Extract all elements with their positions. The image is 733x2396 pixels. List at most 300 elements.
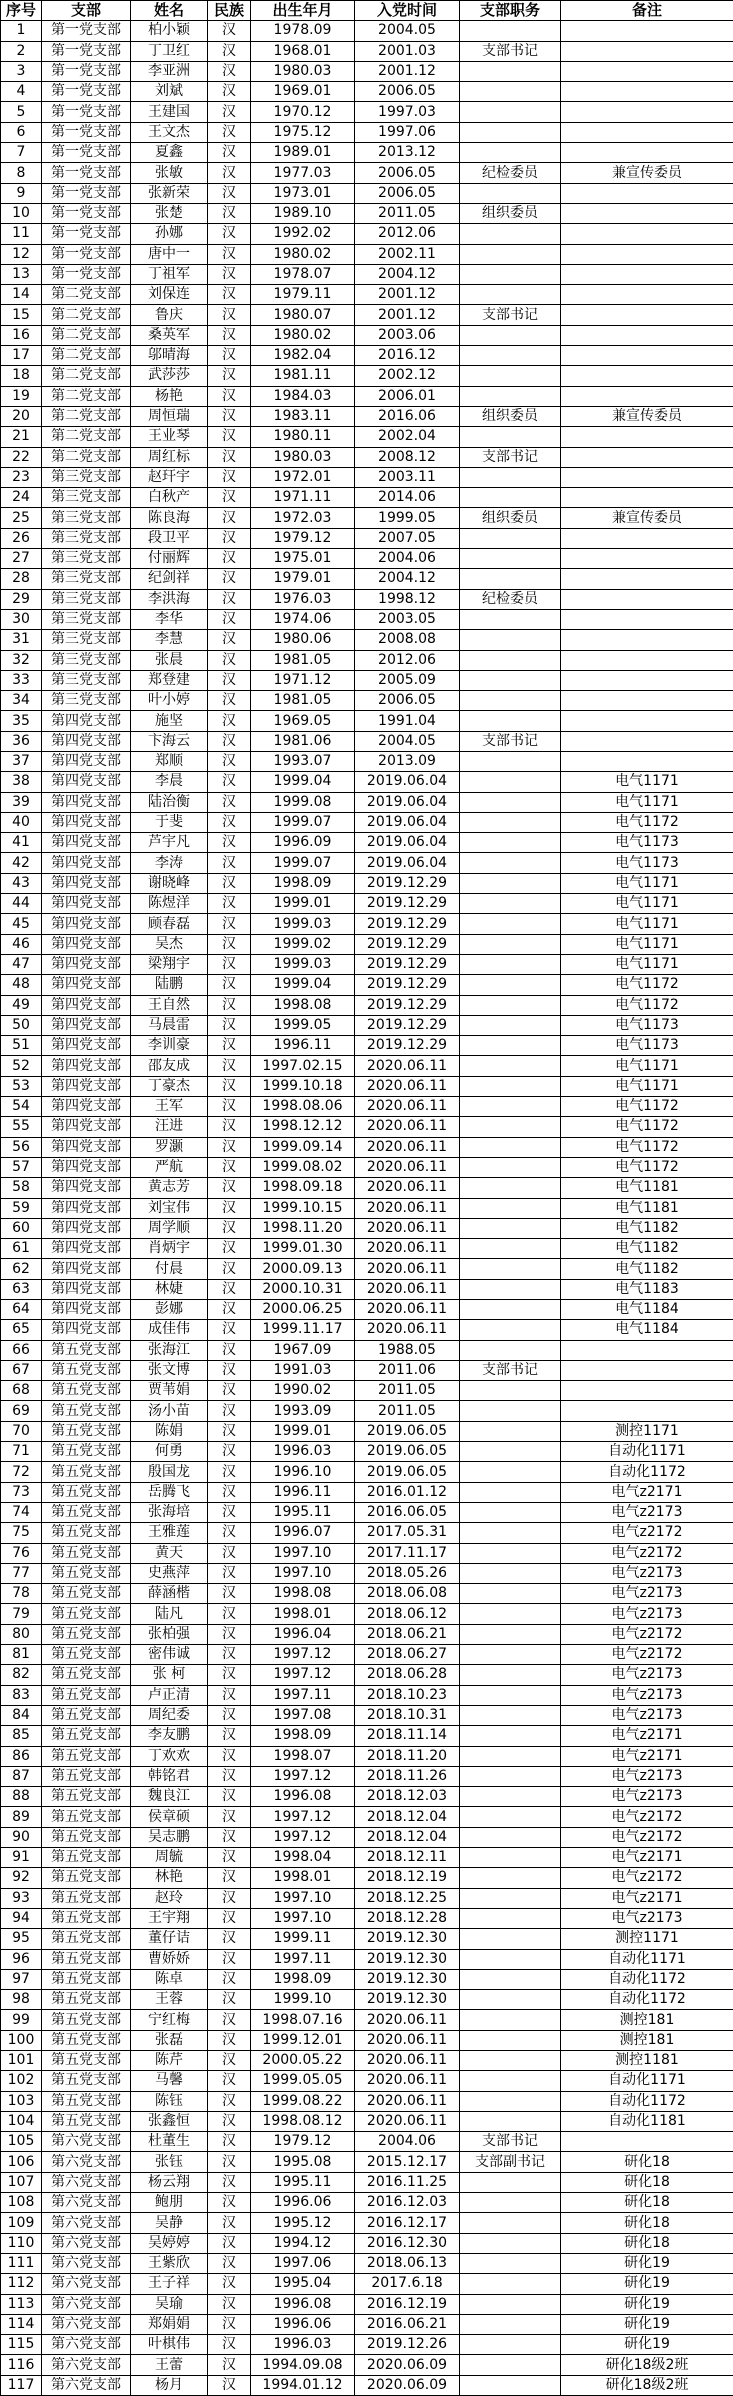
branch-cell: 第三党支部 [42, 609, 131, 629]
branch-cell: 第四党支部 [42, 995, 131, 1015]
index-cell: 58 [1, 1178, 42, 1198]
join-date-cell: 2008.12 [355, 447, 460, 467]
index-cell: 44 [1, 894, 42, 914]
table-row [1, 954, 733, 974]
role-cell [460, 873, 561, 893]
role-cell [460, 1015, 561, 1035]
role-cell [460, 1929, 561, 1949]
remarks-cell [561, 1381, 733, 1401]
join-date-cell: 2004.06 [355, 2132, 460, 2152]
birth-date-cell: 1996.11 [251, 1036, 355, 1056]
table-row [1, 447, 733, 467]
ethnicity-cell: 汉 [208, 833, 251, 853]
role-cell: 支部书记 [460, 731, 561, 751]
name-cell: 张文博 [131, 1360, 208, 1380]
join-date-cell: 2004.06 [355, 549, 460, 569]
ethnicity-cell: 汉 [208, 1543, 251, 1563]
ethnicity-cell: 汉 [208, 1868, 251, 1888]
birth-date-cell: 1997.10 [251, 1563, 355, 1583]
name-cell: 赵玕宇 [131, 467, 208, 487]
remarks-cell: 测控181 [561, 2030, 733, 2050]
index-cell: 22 [1, 447, 42, 467]
ethnicity-cell: 汉 [208, 386, 251, 406]
join-date-cell: 2019.12.29 [355, 954, 460, 974]
join-date-cell: 2004.05 [355, 731, 460, 751]
branch-cell: 第四党支部 [42, 1036, 131, 1056]
birth-date-cell: 1995.12 [251, 2213, 355, 2233]
index-cell: 109 [1, 2213, 42, 2233]
birth-date-cell: 1999.10 [251, 1990, 355, 2010]
name-cell: 卢正清 [131, 1685, 208, 1705]
birth-date-cell: 1998.08.06 [251, 1097, 355, 1117]
join-date-cell: 2013.09 [355, 751, 460, 771]
join-date-cell: 2004.05 [355, 21, 460, 41]
table-row [1, 1015, 733, 1035]
index-cell: 103 [1, 2091, 42, 2111]
table-row [1, 975, 733, 995]
header-cell-remarks: 备注 [561, 1, 733, 21]
ethnicity-cell: 汉 [208, 21, 251, 41]
branch-cell: 第四党支部 [42, 934, 131, 954]
remarks-cell [561, 488, 733, 508]
remarks-cell: 研化18级2班 [561, 2355, 733, 2375]
index-cell: 7 [1, 143, 42, 163]
index-cell: 99 [1, 2010, 42, 2030]
ethnicity-cell: 汉 [208, 1929, 251, 1949]
birth-date-cell: 1969.01 [251, 82, 355, 102]
role-cell [460, 366, 561, 386]
join-date-cell: 2019.06.04 [355, 792, 460, 812]
name-cell: 鲁庆 [131, 305, 208, 325]
name-cell: 孙娜 [131, 224, 208, 244]
ethnicity-cell: 汉 [208, 406, 251, 426]
birth-date-cell: 1981.11 [251, 366, 355, 386]
ethnicity-cell: 汉 [208, 853, 251, 873]
branch-cell: 第五党支部 [42, 1584, 131, 1604]
join-date-cell: 2019.12.29 [355, 914, 460, 934]
birth-date-cell: 2000.10.31 [251, 1279, 355, 1299]
branch-cell: 第六党支部 [42, 2375, 131, 2395]
remarks-cell: 电气z2172 [561, 1523, 733, 1543]
index-cell: 26 [1, 528, 42, 548]
remarks-cell [561, 386, 733, 406]
role-cell [460, 630, 561, 650]
branch-cell: 第五党支部 [42, 1787, 131, 1807]
role-cell [460, 2050, 561, 2070]
table-row [1, 143, 733, 163]
join-date-cell: 2018.06.08 [355, 1584, 460, 1604]
name-cell: 张磊 [131, 2030, 208, 2050]
table-row [1, 731, 733, 751]
branch-cell: 第五党支部 [42, 1705, 131, 1725]
table-row [1, 406, 733, 426]
ethnicity-cell: 汉 [208, 2274, 251, 2294]
ethnicity-cell: 汉 [208, 2314, 251, 2334]
birth-date-cell: 1971.11 [251, 488, 355, 508]
name-cell: 叶棋伟 [131, 2335, 208, 2355]
remarks-cell: 电气1172 [561, 1117, 733, 1137]
birth-date-cell: 1999.05.05 [251, 2071, 355, 2091]
table-row [1, 1360, 733, 1380]
table-row [1, 1300, 733, 1320]
role-cell [460, 1300, 561, 1320]
table-row [1, 285, 733, 305]
table-row [1, 1036, 733, 1056]
role-cell [460, 2111, 561, 2131]
ethnicity-cell: 汉 [208, 366, 251, 386]
index-cell: 79 [1, 1604, 42, 1624]
ethnicity-cell: 汉 [208, 264, 251, 284]
role-cell [460, 711, 561, 731]
index-cell: 52 [1, 1056, 42, 1076]
birth-date-cell: 1969.05 [251, 711, 355, 731]
name-cell: 李友鹏 [131, 1726, 208, 1746]
index-cell: 87 [1, 1766, 42, 1786]
table-row [1, 1929, 733, 1949]
table-row [1, 2355, 733, 2375]
table-row [1, 1462, 733, 1482]
join-date-cell: 2020.06.11 [355, 2010, 460, 2030]
birth-date-cell: 1970.12 [251, 102, 355, 122]
role-cell [460, 285, 561, 305]
branch-cell: 第六党支部 [42, 2355, 131, 2375]
branch-cell: 第一党支部 [42, 61, 131, 81]
ethnicity-cell: 汉 [208, 569, 251, 589]
ethnicity-cell: 汉 [208, 2010, 251, 2030]
name-cell: 武莎莎 [131, 366, 208, 386]
name-cell: 刘斌 [131, 82, 208, 102]
index-cell: 91 [1, 1848, 42, 1868]
ethnicity-cell: 汉 [208, 2375, 251, 2395]
birth-date-cell: 1997.12 [251, 1827, 355, 1847]
table-row [1, 2111, 733, 2131]
branch-cell: 第一党支部 [42, 163, 131, 183]
branch-cell: 第五党支部 [42, 1340, 131, 1360]
ethnicity-cell: 汉 [208, 1320, 251, 1340]
join-date-cell: 2020.06.11 [355, 2091, 460, 2111]
join-date-cell: 2020.06.11 [355, 1178, 460, 1198]
name-cell: 赵玲 [131, 1888, 208, 1908]
join-date-cell: 2020.06.11 [355, 1137, 460, 1157]
index-cell: 39 [1, 792, 42, 812]
birth-date-cell: 1972.03 [251, 508, 355, 528]
join-date-cell: 2018.11.26 [355, 1766, 460, 1786]
index-cell: 23 [1, 467, 42, 487]
role-cell [460, 427, 561, 447]
join-date-cell: 2020.06.11 [355, 1097, 460, 1117]
join-date-cell: 2011.05 [355, 203, 460, 223]
birth-date-cell: 1999.10.15 [251, 1198, 355, 1218]
name-cell: 马晨雷 [131, 1015, 208, 1035]
ethnicity-cell: 汉 [208, 1705, 251, 1725]
role-cell [460, 670, 561, 690]
branch-cell: 第六党支部 [42, 2132, 131, 2152]
index-cell: 2 [1, 41, 42, 61]
table-row [1, 1218, 733, 1238]
name-cell: 张 柯 [131, 1665, 208, 1685]
name-cell: 顾春磊 [131, 914, 208, 934]
remarks-cell: 电气1171 [561, 873, 733, 893]
branch-cell: 第一党支部 [42, 244, 131, 264]
ethnicity-cell: 汉 [208, 427, 251, 447]
index-cell: 34 [1, 691, 42, 711]
table-row [1, 792, 733, 812]
name-cell: 韩铭君 [131, 1766, 208, 1786]
index-cell: 41 [1, 833, 42, 853]
remarks-cell: 电气1171 [561, 1056, 733, 1076]
table-row [1, 1502, 733, 1522]
birth-date-cell: 2000.06.25 [251, 1300, 355, 1320]
table-row [1, 1157, 733, 1177]
table-row [1, 812, 733, 832]
table-row [1, 1827, 733, 1847]
ethnicity-cell: 汉 [208, 549, 251, 569]
birth-date-cell: 1998.08 [251, 1584, 355, 1604]
remarks-cell: 电气z2171 [561, 1848, 733, 1868]
index-cell: 116 [1, 2355, 42, 2375]
join-date-cell: 2001.12 [355, 285, 460, 305]
role-cell: 支部副书记 [460, 2152, 561, 2172]
birth-date-cell: 1995.11 [251, 1502, 355, 1522]
birth-date-cell: 1980.03 [251, 61, 355, 81]
remarks-cell: 电气1171 [561, 1076, 733, 1096]
remarks-cell [561, 731, 733, 751]
ethnicity-cell: 汉 [208, 1685, 251, 1705]
ethnicity-cell: 汉 [208, 285, 251, 305]
name-cell: 郑顺 [131, 751, 208, 771]
table-row [1, 2233, 733, 2253]
table-row [1, 894, 733, 914]
table-row [1, 670, 733, 690]
branch-cell: 第四党支部 [42, 954, 131, 974]
role-cell [460, 2071, 561, 2091]
role-cell [460, 975, 561, 995]
branch-cell: 第六党支部 [42, 2274, 131, 2294]
branch-cell: 第五党支部 [42, 1766, 131, 1786]
index-cell: 107 [1, 2172, 42, 2192]
table-row [1, 1117, 733, 1137]
remarks-cell: 电气z2173 [561, 1685, 733, 1705]
index-cell: 96 [1, 1949, 42, 1969]
birth-date-cell: 1998.08 [251, 995, 355, 1015]
birth-date-cell: 1974.06 [251, 609, 355, 629]
index-cell: 113 [1, 2294, 42, 2314]
index-cell: 97 [1, 1969, 42, 1989]
remarks-cell: 研化18级2班 [561, 2375, 733, 2395]
branch-cell: 第四党支部 [42, 894, 131, 914]
join-date-cell: 2018.06.28 [355, 1665, 460, 1685]
branch-cell: 第五党支部 [42, 1848, 131, 1868]
role-cell [460, 2091, 561, 2111]
birth-date-cell: 1998.09.18 [251, 1178, 355, 1198]
remarks-cell: 电气z2172 [561, 1543, 733, 1563]
role-cell: 支部书记 [460, 2132, 561, 2152]
birth-date-cell: 1998.04 [251, 1848, 355, 1868]
name-cell: 林艳 [131, 1868, 208, 1888]
table-row [1, 1442, 733, 1462]
name-cell: 吴志鹏 [131, 1827, 208, 1847]
role-cell [460, 894, 561, 914]
ethnicity-cell: 汉 [208, 772, 251, 792]
ethnicity-cell: 汉 [208, 1746, 251, 1766]
ethnicity-cell: 汉 [208, 2030, 251, 2050]
remarks-cell [561, 609, 733, 629]
branch-cell: 第三党支部 [42, 691, 131, 711]
birth-date-cell: 1975.01 [251, 549, 355, 569]
join-date-cell: 2020.06.11 [355, 1320, 460, 1340]
remarks-cell: 研化18 [561, 2172, 733, 2192]
birth-date-cell: 1997.12 [251, 1807, 355, 1827]
table-row [1, 1908, 733, 1928]
name-cell: 王宇翔 [131, 1908, 208, 1928]
join-date-cell: 2004.12 [355, 264, 460, 284]
ethnicity-cell: 汉 [208, 1097, 251, 1117]
table-row [1, 305, 733, 325]
table-row [1, 853, 733, 873]
index-cell: 65 [1, 1320, 42, 1340]
birth-date-cell: 1999.11.17 [251, 1320, 355, 1340]
name-cell: 吴静 [131, 2213, 208, 2233]
ethnicity-cell: 汉 [208, 1766, 251, 1786]
role-cell [460, 2375, 561, 2395]
table-row [1, 1665, 733, 1685]
join-date-cell: 2020.06.11 [355, 2071, 460, 2091]
role-cell [460, 82, 561, 102]
table-row [1, 1787, 733, 1807]
birth-date-cell: 1999.01 [251, 894, 355, 914]
ethnicity-cell: 汉 [208, 691, 251, 711]
join-date-cell: 1999.05 [355, 508, 460, 528]
remarks-cell [561, 650, 733, 670]
remarks-cell [561, 264, 733, 284]
name-cell: 芦宇凡 [131, 833, 208, 853]
birth-date-cell: 1977.03 [251, 163, 355, 183]
join-date-cell: 2019.06.04 [355, 853, 460, 873]
ethnicity-cell: 汉 [208, 143, 251, 163]
remarks-cell [561, 2132, 733, 2152]
birth-date-cell: 1978.09 [251, 21, 355, 41]
index-cell: 29 [1, 589, 42, 609]
name-cell: 刘保连 [131, 285, 208, 305]
remarks-cell: 研化19 [561, 2274, 733, 2294]
ethnicity-cell: 汉 [208, 1908, 251, 1928]
table-row [1, 325, 733, 345]
table-row [1, 2172, 733, 2192]
branch-cell: 第三党支部 [42, 488, 131, 508]
birth-date-cell: 1998.01 [251, 1604, 355, 1624]
name-cell: 张楚 [131, 203, 208, 223]
branch-cell: 第三党支部 [42, 569, 131, 589]
index-cell: 48 [1, 975, 42, 995]
role-cell [460, 2253, 561, 2273]
birth-date-cell: 1997.10 [251, 1543, 355, 1563]
index-cell: 42 [1, 853, 42, 873]
index-cell: 45 [1, 914, 42, 934]
index-cell: 104 [1, 2111, 42, 2131]
name-cell: 白秋产 [131, 488, 208, 508]
branch-cell: 第五党支部 [42, 1604, 131, 1624]
birth-date-cell: 1996.09 [251, 833, 355, 853]
index-cell: 35 [1, 711, 42, 731]
name-cell: 罗灏 [131, 1137, 208, 1157]
join-date-cell: 2011.05 [355, 1381, 460, 1401]
name-cell: 张晨 [131, 650, 208, 670]
name-cell: 梁翔宇 [131, 954, 208, 974]
remarks-cell [561, 1401, 733, 1421]
ethnicity-cell: 汉 [208, 650, 251, 670]
table-row [1, 508, 733, 528]
table-row [1, 1421, 733, 1441]
role-cell [460, 934, 561, 954]
role-cell [460, 792, 561, 812]
table-body [1, 21, 733, 2396]
remarks-cell: 研化19 [561, 2253, 733, 2273]
birth-date-cell: 1993.09 [251, 1401, 355, 1421]
role-cell [460, 1421, 561, 1441]
remarks-cell: 电气1181 [561, 1198, 733, 1218]
ethnicity-cell: 汉 [208, 995, 251, 1015]
ethnicity-cell: 汉 [208, 1056, 251, 1076]
index-cell: 77 [1, 1563, 42, 1583]
branch-cell: 第五党支部 [42, 1888, 131, 1908]
remarks-cell: 电气1183 [561, 1279, 733, 1299]
join-date-cell: 2019.12.29 [355, 995, 460, 1015]
table-row [1, 488, 733, 508]
name-cell: 王军 [131, 1097, 208, 1117]
join-date-cell: 2016.12 [355, 346, 460, 366]
birth-date-cell: 1996.07 [251, 1523, 355, 1543]
name-cell: 黄天 [131, 1543, 208, 1563]
birth-date-cell: 1972.01 [251, 467, 355, 487]
index-cell: 37 [1, 751, 42, 771]
branch-cell: 第四党支部 [42, 1320, 131, 1340]
join-date-cell: 2020.06.11 [355, 1076, 460, 1096]
index-cell: 74 [1, 1502, 42, 1522]
ethnicity-cell: 汉 [208, 447, 251, 467]
ethnicity-cell: 汉 [208, 2111, 251, 2131]
join-date-cell: 2015.12.17 [355, 2152, 460, 2172]
birth-date-cell: 1995.08 [251, 2152, 355, 2172]
join-date-cell: 1991.04 [355, 711, 460, 731]
ethnicity-cell: 汉 [208, 630, 251, 650]
ethnicity-cell: 汉 [208, 609, 251, 629]
birth-date-cell: 1979.12 [251, 2132, 355, 2152]
remarks-cell: 电气z2171 [561, 1746, 733, 1766]
birth-date-cell: 1980.03 [251, 447, 355, 467]
ethnicity-cell: 汉 [208, 1787, 251, 1807]
role-cell [460, 2335, 561, 2355]
remarks-cell [561, 61, 733, 81]
join-date-cell: 2020.06.11 [355, 1056, 460, 1076]
index-cell: 24 [1, 488, 42, 508]
ethnicity-cell: 汉 [208, 751, 251, 771]
birth-date-cell: 1998.09 [251, 1726, 355, 1746]
birth-date-cell: 1999.11 [251, 1929, 355, 1949]
join-date-cell: 2002.12 [355, 366, 460, 386]
table-row [1, 1888, 733, 1908]
index-cell: 89 [1, 1807, 42, 1827]
role-cell [460, 1442, 561, 1462]
name-cell: 张柏强 [131, 1624, 208, 1644]
branch-cell: 第四党支部 [42, 711, 131, 731]
remarks-cell: 兼宣传委员 [561, 508, 733, 528]
role-cell [460, 1726, 561, 1746]
name-cell: 成佳伟 [131, 1320, 208, 1340]
name-cell: 王子祥 [131, 2274, 208, 2294]
birth-date-cell: 1998.11.20 [251, 1218, 355, 1238]
name-cell: 王建国 [131, 102, 208, 122]
remarks-cell [561, 528, 733, 548]
